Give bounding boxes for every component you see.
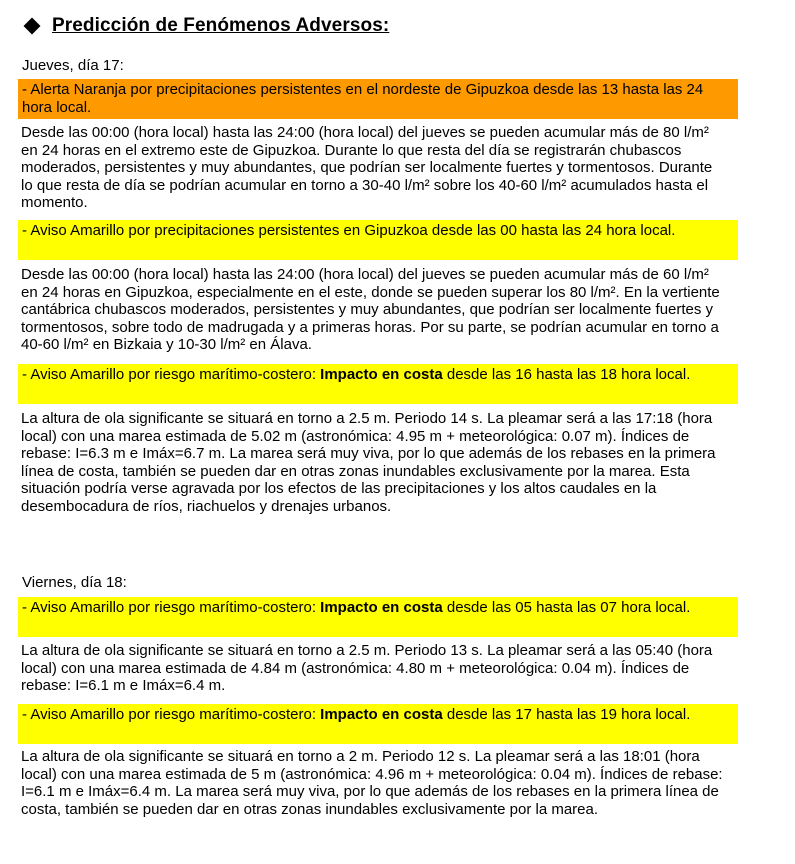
thursday-text-1: Desde las 00:00 (hora local) hasta las 24:00 (hora local) del jueves se pueden acumular más de 80 l/m² en 24 horas en el extremo este de Gipuzkoa. Durante lo que resta del día se registrarán chubascos moderados, persistentes y muy abundantes, que podrían ser localmente fuertes y tormentosos. Durante lo que resta de día se podrían acumular en torno a 30-40 l/m² sobre los 40-60 l/m² acumulados hasta el momento.	[21, 124, 713, 211]
title-row	[24, 13, 389, 39]
friday-text-2: La altura de ola significante se situará en torno a 2 m. Periodo 12 s. La pleamar será a las 18:01 (hora local) con una marea estimada de 5 m (astronómica: 4.96 m + meteorológica: 0.04 m). Índices de rebase: I=6.1 m e Imáx=6.4 m. La marea será muy viva, por lo que además de los rebases en la primera línea de costa, también se pueden dar en otras zonas inundables exclusivamente por la marea.	[21, 748, 723, 818]
alert-suffix: desde las 16 hasta las 18 hora local.	[442, 366, 691, 383]
alert-bold: Impacto en costa	[320, 599, 443, 616]
thursday-yellow-alert-rain: - Aviso Amarillo por precipitaciones persistentes en Gipuzkoa desde las 00 hasta las 24 hora local.	[18, 220, 738, 260]
diamond-bullet-icon	[24, 18, 41, 35]
page-title: Predicción de Fenómenos Adversos:	[52, 15, 390, 36]
friday-day-label: Viernes, día 18:	[22, 574, 127, 591]
alert-suffix: desde las 17 hasta las 19 hora local.	[442, 706, 691, 723]
thursday-day-label: Jueves, día 17:	[22, 57, 124, 74]
alert-suffix: desde las 05 hasta las 07 hora local.	[442, 599, 691, 616]
thursday-text-3: La altura de ola significante se situará en torno a 2.5 m. Periodo 14 s. La pleamar será a las 17:18 (hora local) con una marea estimada de 5.02 m (astronómica: 4.95 m + meteorológica: 0.07 m). Índices de rebase: I=6.3 m e Imáx=6.7 m. La marea será muy viva, por lo que además de los rebases en la primera línea de costa, también se pueden dar en otras zonas inundables exclusivamente por la marea. Esta situación podría verse agravada por los efectos de las precipitaciones y los altos caudales en la desembocadura de ríos, riachuelos y drenajes urbanos.	[21, 410, 716, 515]
alert-prefix: - Aviso Amarillo por riesgo marítimo-costero:	[22, 599, 321, 616]
friday-yellow-alert-coast-2	[18, 704, 738, 744]
alert-prefix: - Aviso Amarillo por riesgo marítimo-costero:	[22, 366, 321, 383]
thursday-yellow-alert-coast	[18, 364, 738, 404]
friday-yellow-alert-coast-1	[18, 597, 738, 637]
friday-text-1: La altura de ola significante se situará en torno a 2.5 m. Periodo 13 s. La pleamar será a las 05:40 (hora local) con una marea estimada de 4.84 m (astronómica: 4.80 m + meteorológica: 0.04 m). Índices de rebase: I=6.1 m e Imáx=6.4 m.	[21, 642, 713, 694]
thursday-orange-alert: - Alerta Naranja por precipitaciones persistentes en el nordeste de Gipuzkoa desde las 13 hasta las 24 hora local.	[18, 79, 738, 119]
thursday-text-2: Desde las 00:00 (hora local) hasta las 24:00 (hora local) del jueves se pueden acumular más de 60 l/m² en 24 horas en Gipuzkoa, especialmente en el este, donde se pueden superar los 80 l/m². En la vertiente cantábrica chubascos moderados, persistentes y muy abundantes, que podrían ser localmente fuertes y tormentosos, sobre todo de madrugada y a primeras horas. Por su parte, se podrían acumular en torno a 40-60 l/m² en Bizkaia y 10-30 l/m² en Álava.	[21, 266, 720, 353]
alert-prefix: - Aviso Amarillo por riesgo marítimo-costero:	[22, 706, 321, 723]
alert-bold: Impacto en costa	[320, 706, 443, 723]
alert-bold: Impacto en costa	[320, 366, 443, 383]
